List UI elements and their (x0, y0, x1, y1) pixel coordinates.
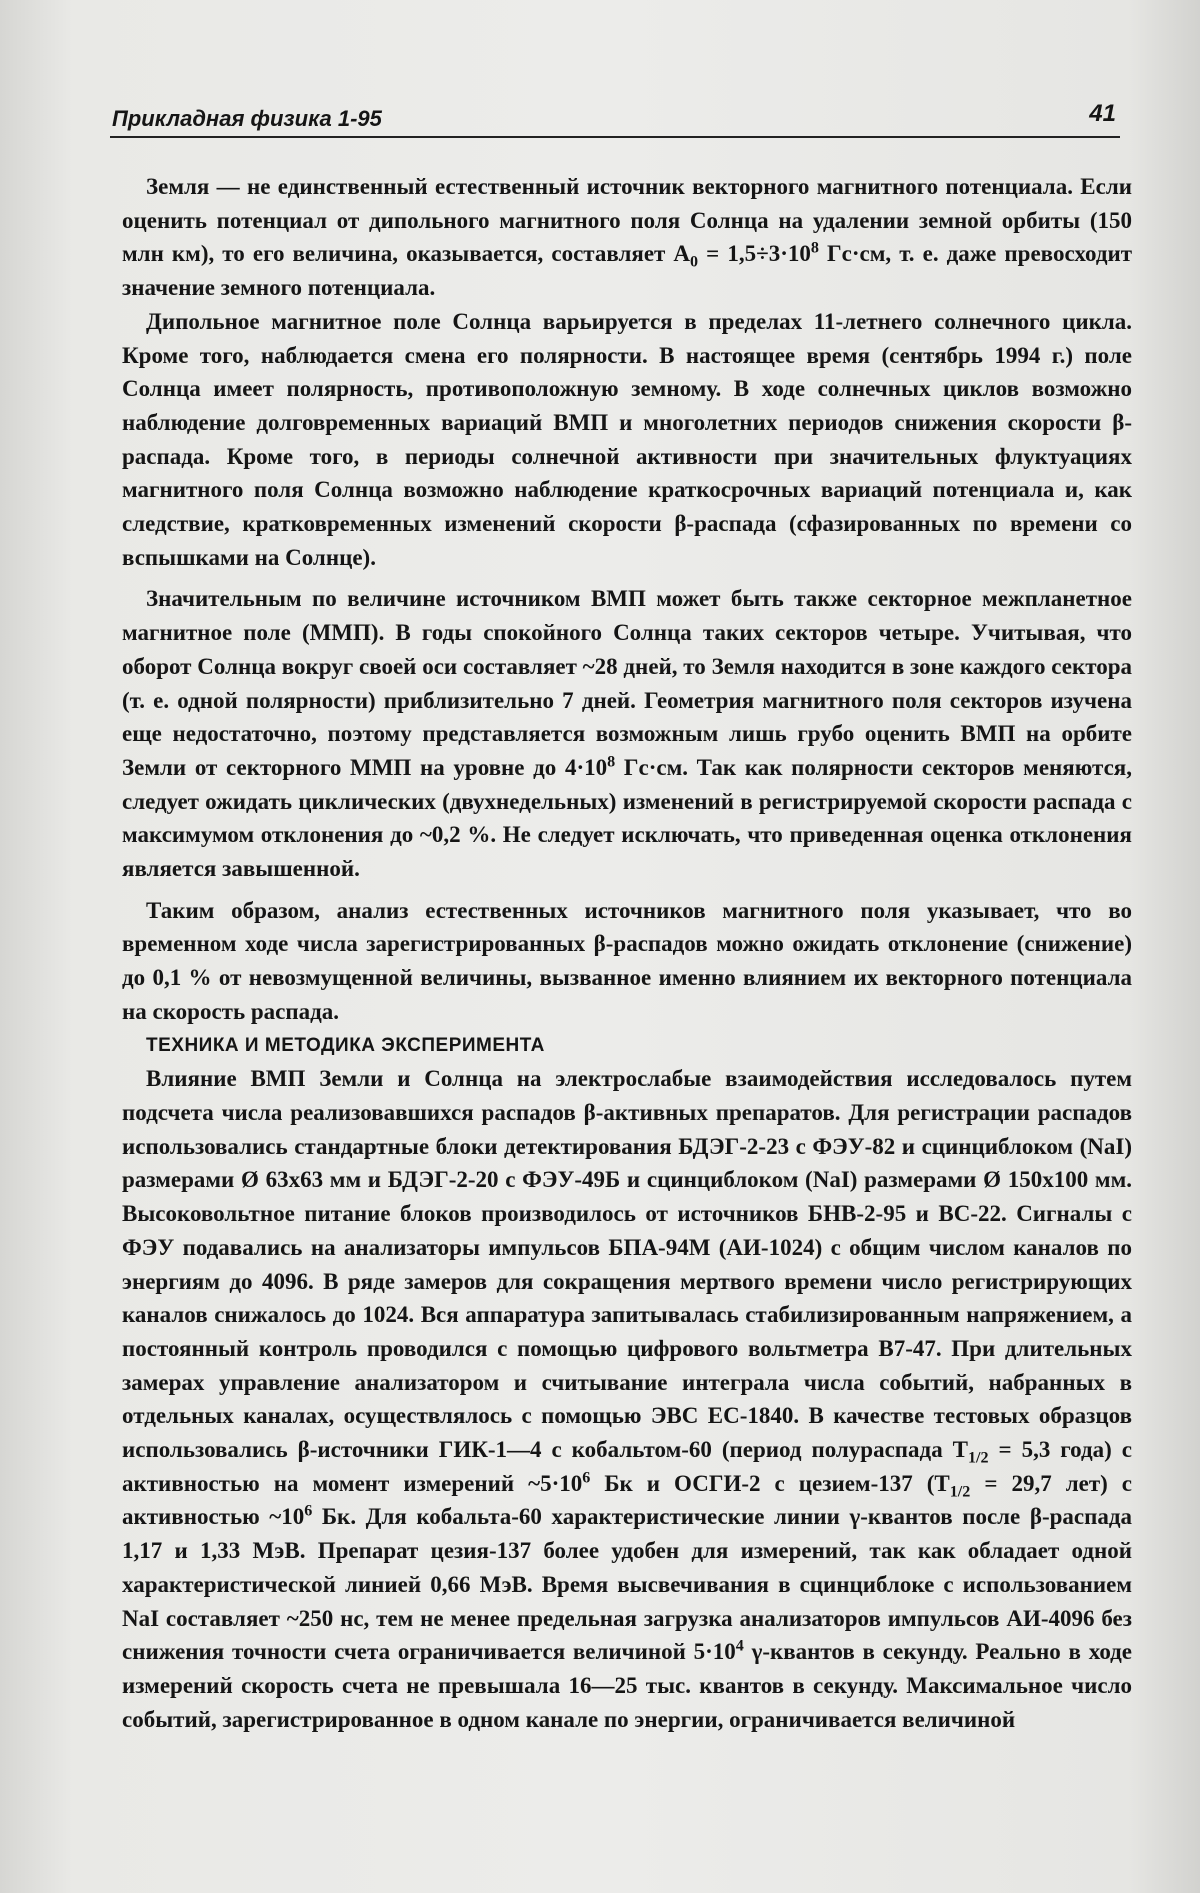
text-run: Гс·см. Так как полярности секторов меняются, следует ожидать циклических (двухнедельных) изменений в регистрируемой скорости распада с максимумом отклонения до ~0,2 %. Не следует исключать, что приведенная оценка отклонения является завышенной. (122, 754, 1132, 882)
text-run: Земля — не единственный естественный источник векторного магнитного потенциала. Если оценить потенциал от дипольного магнитного поля Солнца на удалении земной орбиты (150 млн км), то его величина, оказывается, составляет A (122, 174, 1132, 267)
page-number: 41 (1089, 100, 1116, 127)
section-heading: ТЕХНИКА И МЕТОДИКА ЭКСПЕРИМЕНТА (146, 1034, 545, 1056)
paragraph-sector-field (122, 582, 1132, 885)
text-run: Бк. Для кобальта-60 характеристические линии γ-квантов после β-распада 1,17 и 1,33 МэВ. Препарат цезия-137 более удобен для измерений, так как обладает одной характеристической линией 0,66 МэВ. Время высвечивания в сцинциблоке с использованием NaI составляет ~250 нс, тем не менее предельная загрузка анализаторов импульсов АИ-4096 без снижения точности счета ограничивается величиной 5·10 (122, 1504, 1132, 1665)
journal-title: Прикладная физика 1-95 (112, 106, 382, 131)
superscript: 8 (607, 753, 616, 771)
text-run: = 5,3 года) с активностью на момент измерений ~5·10 (122, 1437, 1132, 1496)
superscript: 6 (304, 1502, 313, 1520)
superscript: 6 (582, 1469, 591, 1487)
text-run: Гс·см, т. е. даже превосходит значение земного потенциала. (122, 241, 1132, 301)
subscript: 1/2 (949, 1483, 971, 1501)
paragraph-conclusion: Таким образом, анализ естественных источников магнитного поля указывает, что во временном ходе числа зарегистрированных β-распадов можно ожидать отклонение (снижение) до 0,1 % от невозмущенной величины, вызванное именно влиянием их векторного потенциала на скорость распада. (122, 897, 1132, 1024)
subscript: 0 (690, 254, 699, 271)
paragraph-earth-sun-potential (122, 170, 1132, 305)
running-header (110, 96, 1120, 138)
text-run: = 1,5÷3·10 (698, 241, 811, 267)
text-run: Влияние ВМП Земли и Солнца на электрослабые взаимодействия исследовалось путем подсчета числа реализовавшихся распадов β-активных препаратов. Для регистрации распадов использовались стандартные блоки детектирования БДЭГ-2-23 с ФЭУ-82 и сцинциблоком (NaI) размерами Ø 63х63 мм и БДЭГ-2-20 с ФЭУ-49Б и сцинциблоком (NaI) размерами Ø 150х100 мм. Высоковольтное питание блоков производилось от источников БНВ-2-95 и ВС-22. Сигналы с ФЭУ подавались на анализаторы импульсов БПА-94М (АИ-1024) с общим числом каналов по энергиям до 4096. В ряде замеров для сокращения мертвого времени число регистрирующих каналов снижалось до 1024. Вся аппаратура запитывалась стабилизированным напряжением, а постоянный контроль проводился с помощью цифрового вольтметра В7-47. При длительных замерах управление анализатором и считывание интеграла числа событий, набранных в отдельных каналах, осуществлялось с помощью ЭВС ЕС-1840. В качестве тестовых образцов использовались β-источники ГИК-1—4 с кобальтом-60 (период полураспада T (122, 1066, 1132, 1463)
subscript: 1/2 (968, 1449, 989, 1467)
article-body (122, 170, 1132, 1736)
paragraph-solar-dipole: Дипольное магнитное поле Солнца варьируется в пределах 11-летнего солнечного цикла. Кроме того, наблюдается смена его полярности. В настоящее время (сентябрь 1994 г.) поле Солнца имеет полярность, противоположную земному. В ходе солнечных циклов возможно наблюдение долговременных вариаций ВМП и многолетних периодов снижения скорости β-распада. Кроме того, в периоды солнечной активности при значительных флуктуациях магнитного поля Солнца возможно наблюдение краткосрочных вариаций потенциала и, как следствие, кратковременных изменений скорости β-распада (сфазированных по времени со вспышками на Солнце). (122, 308, 1132, 570)
paragraph-methodology (122, 1062, 1132, 1736)
text-run: = 29,7 лет) с активностью ~10 (122, 1470, 1132, 1530)
superscript: 4 (735, 1637, 744, 1655)
text-run: Значительным по величине источником ВМП может быть также секторное межпланетное магнитное поле (ММП). В годы спокойного Солнца таких секторов четыре. Учитывая, что оборот Солнца вокруг своей оси составляет ~28 дней, то Земля находится в зоне каждого сектора (т. е. одной полярности) приблизительно 7 дней. Геометрия магнитного поля секторов изучена еще недостаточно, поэтому представляется возможным лишь грубо оценить ВМП на орбите Земли от секторного ММП на уровне до 4·10 (122, 586, 1132, 780)
superscript: 8 (810, 239, 819, 257)
text-run: Бк и ОСГИ-2 с цезием-137 (T (590, 1470, 950, 1496)
text-run: γ-квантов в секунду. Реально в ходе измерений скорость счета не превышала 16—25 тыс. квантов в секунду. Максимальное число событий, зарегистрированное в одном канале по энергии, ограничивается величиной (122, 1639, 1132, 1732)
